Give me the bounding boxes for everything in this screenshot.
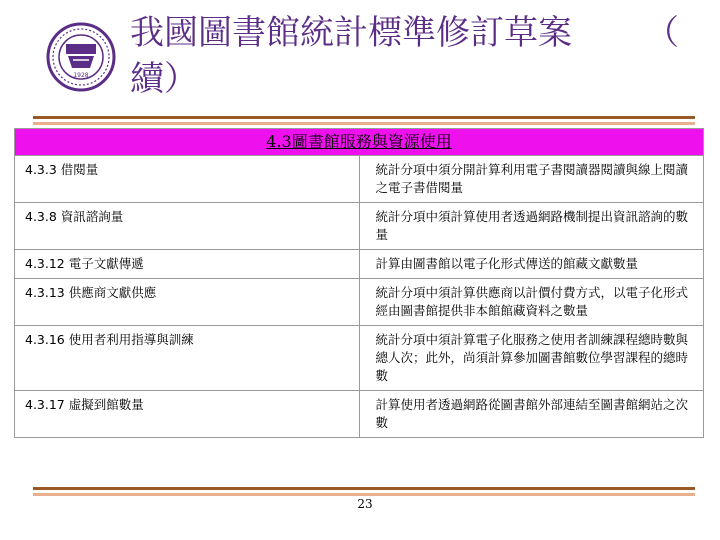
bottom-divider-dark bbox=[33, 487, 695, 490]
desc-cell: 統計分項中須計算供應商以計價付費方式，以電子化形式經由圖書館提供非本館館藏資料之數量 bbox=[359, 279, 704, 326]
section-header: 4.3圖書館服務與資源使用 bbox=[15, 129, 704, 156]
title-line-1: 我國圖書館統計標準修訂草案 bbox=[130, 13, 572, 53]
item-cell: 4.3.12 電子文獻傳遞 bbox=[15, 250, 360, 279]
top-divider-dark bbox=[33, 116, 695, 119]
item-cell: 4.3.16 使用者利用指導與訓練 bbox=[15, 326, 360, 391]
table-row bbox=[15, 391, 704, 438]
desc-cell: 統計分項中須計算電子化服務之使用者訓練課程總時數與總人次；此外，尚須計算參加圖書館數位學習課程的總時數 bbox=[359, 326, 704, 391]
table-row bbox=[15, 250, 704, 279]
item-cell: 4.3.8 資訊諮詢量 bbox=[15, 203, 360, 250]
bottom-divider-light bbox=[33, 493, 695, 496]
table-row bbox=[15, 203, 704, 250]
desc-cell: 計算由圖書館以電子化形式傳送的館藏文獻數量 bbox=[359, 250, 704, 279]
table-row bbox=[15, 156, 704, 203]
item-cell: 4.3.17 虛擬到館數量 bbox=[15, 391, 360, 438]
title-line-2: 續） bbox=[130, 59, 198, 99]
svg-text:1928: 1928 bbox=[73, 72, 89, 79]
title-paren: （ bbox=[645, 13, 679, 53]
item-cell: 4.3.3 借閱量 bbox=[15, 156, 360, 203]
university-seal-icon bbox=[46, 22, 116, 92]
desc-cell: 統計分項中須分開計算利用電子書閱讀器閱讀與線上閱讀之電子書借閱量 bbox=[359, 156, 704, 203]
top-divider-light bbox=[33, 122, 695, 125]
page-number: 23 bbox=[357, 497, 373, 511]
table-row bbox=[15, 279, 704, 326]
desc-cell: 計算使用者透過網路從圖書館外部連結至圖書館網站之次數 bbox=[359, 391, 704, 438]
section-table bbox=[14, 128, 704, 438]
item-cell: 4.3.13 供應商文獻供應 bbox=[15, 279, 360, 326]
table-row bbox=[15, 326, 704, 391]
slide-title bbox=[130, 10, 690, 102]
desc-cell: 統計分項中須計算使用者透過網路機制提出資訊諮詢的數量 bbox=[359, 203, 704, 250]
